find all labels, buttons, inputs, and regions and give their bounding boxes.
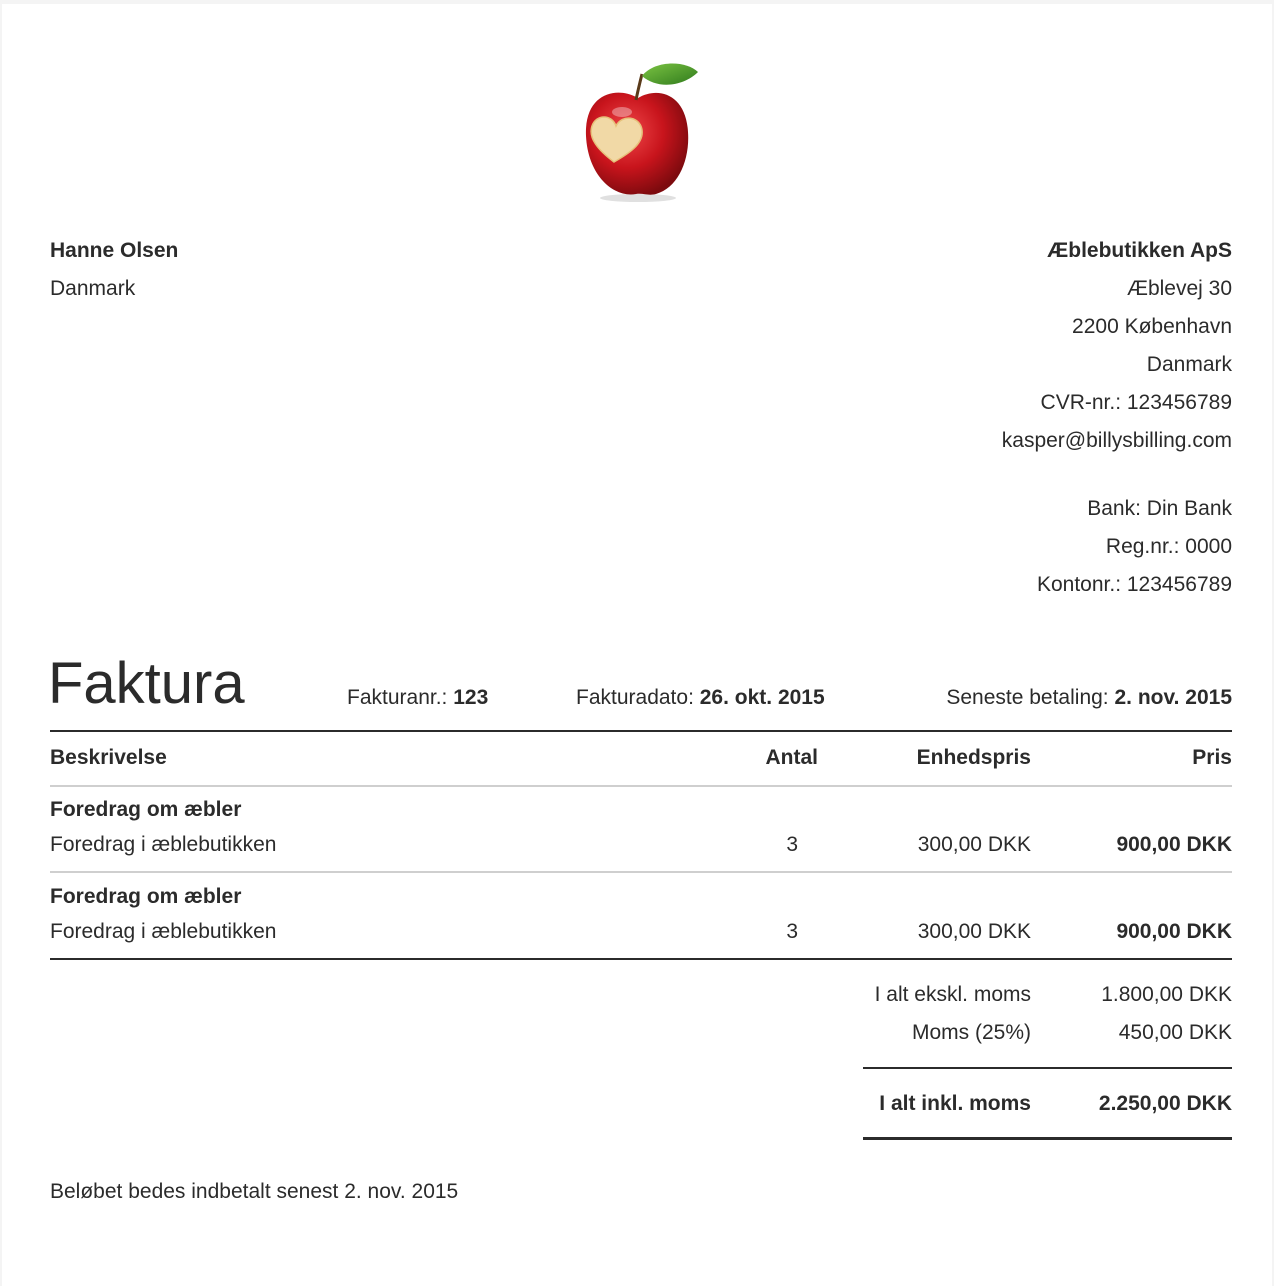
- invoice-number: [347, 680, 488, 716]
- header-unit-price: Enhedspris: [916, 746, 1031, 769]
- company-email[interactable]: kasper@billysbilling.com: [1001, 429, 1232, 452]
- vat-label: Moms (25%): [911, 1021, 1031, 1044]
- bank-details: [732, 490, 1232, 604]
- row-1-title: Foredrag om æbler: [50, 798, 242, 821]
- total-double-divider: [863, 1137, 1232, 1140]
- subtotal-label: I alt ekskl. moms: [874, 983, 1031, 1006]
- invoice-due: [832, 680, 1232, 716]
- row-divider: [50, 871, 1232, 873]
- title-divider: [50, 730, 1232, 732]
- invoice-date-label: Fakturadato:: [576, 686, 694, 709]
- vat-value: 450,00 DKK: [1118, 1021, 1232, 1044]
- total-value: 2.250,00 DKK: [1098, 1092, 1232, 1115]
- company-city: 2200 København: [1072, 315, 1232, 338]
- invoice-date: [576, 680, 825, 716]
- total-label: I alt inkl. moms: [879, 1092, 1031, 1115]
- bank-account: Kontonr.: 123456789: [1036, 573, 1232, 596]
- row-2-description: Foredrag i æblebutikken: [50, 920, 277, 943]
- company-name: Æblebutikken ApS: [1047, 239, 1232, 262]
- bank-name: Bank: Din Bank: [1087, 497, 1232, 520]
- subtotal-value: 1.800,00 DKK: [1101, 983, 1232, 1006]
- customer-country: Danmark: [50, 277, 136, 300]
- table-bottom-divider: [50, 958, 1232, 960]
- row-2-qty: 3: [786, 920, 798, 943]
- header-divider: [50, 785, 1232, 787]
- invoice-due-label: Seneste betaling:: [946, 686, 1109, 709]
- invoice-number-value: 123: [453, 686, 489, 709]
- customer-name: Hanne Olsen: [50, 239, 179, 262]
- row-1-price: 900,00 DKK: [1116, 833, 1232, 856]
- row-1-description: Foredrag i æblebutikken: [50, 833, 277, 856]
- invoice-title: Faktura: [48, 651, 245, 716]
- invoice-page: [2, 4, 1272, 1286]
- company-address: [732, 232, 1232, 460]
- row-1-qty: 3: [786, 833, 798, 856]
- header-price: Pris: [1192, 746, 1232, 769]
- row-2-unit-price: 300,00 DKK: [917, 920, 1031, 943]
- company-cvr: CVR-nr.: 123456789: [1040, 391, 1232, 414]
- invoice-due-value: 2. nov. 2015: [1114, 686, 1232, 709]
- company-street: Æblevej 30: [1126, 277, 1232, 300]
- apple-heart-logo: [578, 56, 708, 206]
- invoice-number-label: Fakturanr.:: [347, 686, 448, 709]
- customer-address: [50, 232, 550, 308]
- invoice-date-value: 26. okt. 2015: [699, 686, 825, 709]
- row-1-unit-price: 300,00 DKK: [917, 833, 1031, 856]
- header-description: Beskrivelse: [50, 746, 167, 769]
- header-qty: Antal: [765, 746, 818, 769]
- bank-reg: Reg.nr.: 0000: [1105, 535, 1232, 558]
- row-2-title: Foredrag om æbler: [50, 885, 242, 908]
- totals-divider: [863, 1067, 1232, 1069]
- payment-note: Beløbet bedes indbetalt senest 2. nov. 2015: [50, 1180, 459, 1203]
- row-2-price: 900,00 DKK: [1116, 920, 1232, 943]
- company-country: Danmark: [1146, 353, 1232, 376]
